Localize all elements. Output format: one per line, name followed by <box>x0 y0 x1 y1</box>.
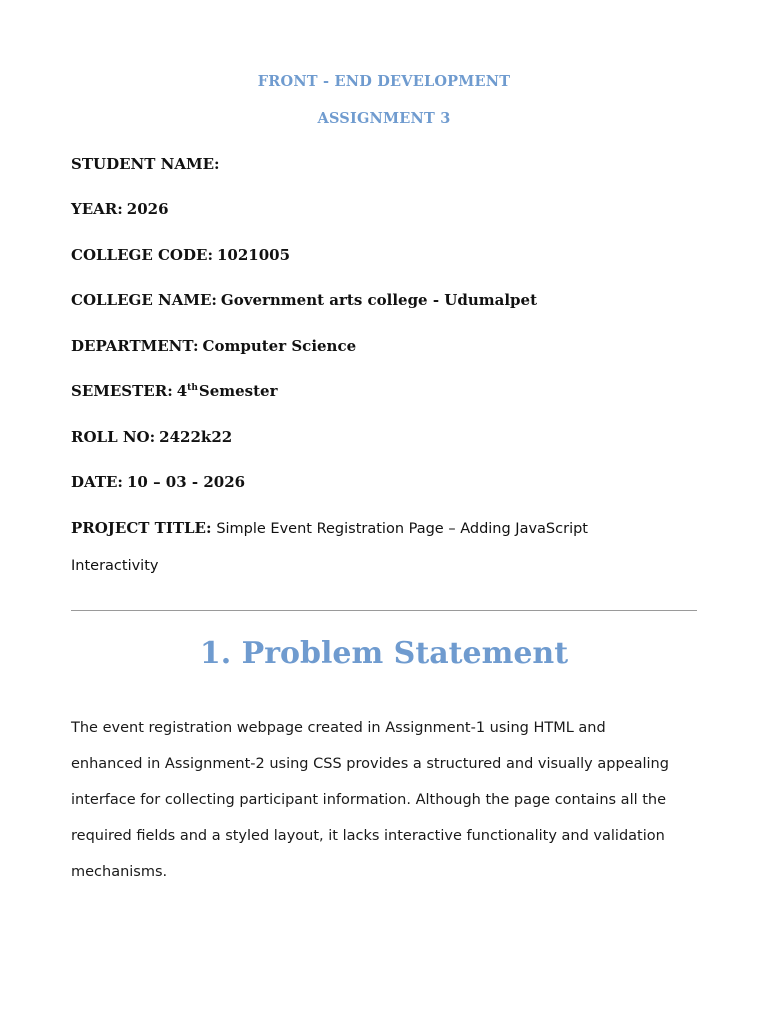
department-label: DEPARTMENT: <box>71 337 199 355</box>
section-heading: 1. Problem Statement <box>199 636 569 671</box>
date-label: DATE: <box>71 473 123 491</box>
section-divider <box>71 610 697 611</box>
college-name-value: Government arts college - Udumalpet <box>220 291 537 309</box>
department-value: Computer Science <box>202 337 357 355</box>
semester-number: 4 <box>176 382 188 400</box>
assignment-title: ASSIGNMENT 3 <box>317 110 451 127</box>
college-code-field <box>71 246 290 264</box>
year-value: 2026 <box>126 200 169 218</box>
semester-word: Semester <box>198 382 278 400</box>
roll-no-value: 2422k22 <box>159 428 233 446</box>
college-name-label: COLLEGE NAME: <box>71 291 217 309</box>
date-value: 10 – 03 - 2026 <box>126 473 246 491</box>
student-name-label: STUDENT NAME: <box>71 155 220 173</box>
problem-statement-paragraph: The event registration webpage created in Assignment-1 using HTML and enhanced in Assignment-2 using CSS provides a structured and visually appealing interface for collecting participant information. Although the page contains all the required fields and a styled layout, it lacks interactive functionality and validation mechanisms. <box>71 720 669 880</box>
semester-field <box>71 382 278 400</box>
department-field <box>71 337 356 355</box>
project-title-value: Simple Event Registration Page – Adding JavaScript Interactivity <box>71 521 588 574</box>
project-title-field <box>71 510 671 584</box>
roll-no-label: ROLL NO: <box>71 428 156 446</box>
project-title-label: PROJECT TITLE: <box>71 519 212 537</box>
semester-label: SEMESTER: <box>71 382 173 400</box>
college-code-value: 1021005 <box>216 246 291 264</box>
student-name-field <box>71 155 224 173</box>
year-label: YEAR: <box>71 200 123 218</box>
course-title: FRONT - END DEVELOPMENT <box>257 73 511 90</box>
year-field <box>71 200 169 218</box>
roll-no-field <box>71 428 232 446</box>
semester-suffix: th <box>187 383 198 393</box>
college-name-field <box>71 291 537 309</box>
date-field <box>71 473 245 491</box>
college-code-label: COLLEGE CODE: <box>71 246 213 264</box>
